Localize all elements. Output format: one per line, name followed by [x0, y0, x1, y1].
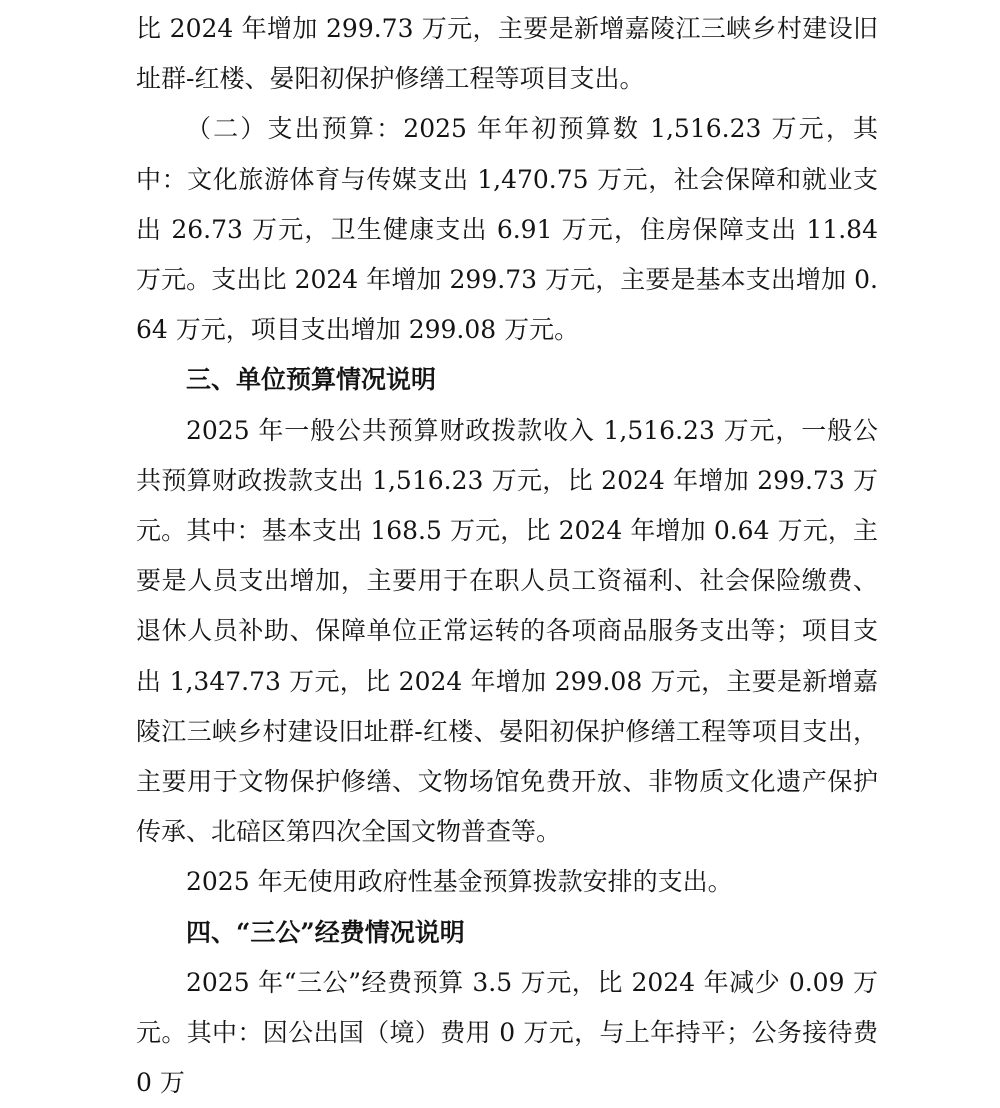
section-heading-three-public-expenses: 四、“三公”经费情况说明 [186, 917, 465, 947]
paragraph-government-fund: 2025 年无使用政府性基金预算拨款安排的支出。 [186, 867, 733, 897]
section-heading-unit-budget: 三、单位预算情况说明 [186, 365, 437, 395]
document-body [136, 4, 878, 1108]
paragraph-general-public-budget: 2025 年一般公共预算财政拨款收入 1,516.23 万元，一般公共预算财政拨款支出 1,516.23 万元，比 2024 年增加 299.73 万元。其中：基本支出 168.5 万元，比 2024 年增加 0.64 万元，主要是人员支出增加，主要用于在职人员工资福利、社会保险缴费、退休人员补助、保障单位正常运转的各项商品服务支出等；项目支出 1,347.73 万元，比 2024 年增加 299.08 万元，主要是新增嘉陵江三峡乡村建设旧址群-红楼、晏阳初保护修缮工程等项目支出，主要用于文物保护修缮、文物场馆免费开放、非物质文化遗产保护传承、北碚区第四次全国文物普查等。 [136, 415, 878, 847]
paragraph-expenditure-budget: （二）支出预算：2025 年年初预算数 1,516.23 万元，其中：文化旅游体育与传媒支出 1,470.75 万元，社会保障和就业支出 26.73 万元，卫生健康支出 6.91 万元，住房保障支出 11.84 万元。支出比 2024 年增加 299.73 万元，主要是基本支出增加 0.64 万元，项目支出增加 299.08 万元。 [136, 114, 878, 345]
paragraph-three-public-expenses: 2025 年“三公”经费预算 3.5 万元，比 2024 年减少 0.09 万元。其中：因公出国（境）费用 0 万元，与上年持平；公务接待费 0 万 [136, 967, 878, 1098]
paragraph-revenue-continuation: 比 2024 年增加 299.73 万元，主要是新增嘉陵江三峡乡村建设旧址群-红楼、晏阳初保护修缮工程等项目支出。 [136, 14, 878, 94]
